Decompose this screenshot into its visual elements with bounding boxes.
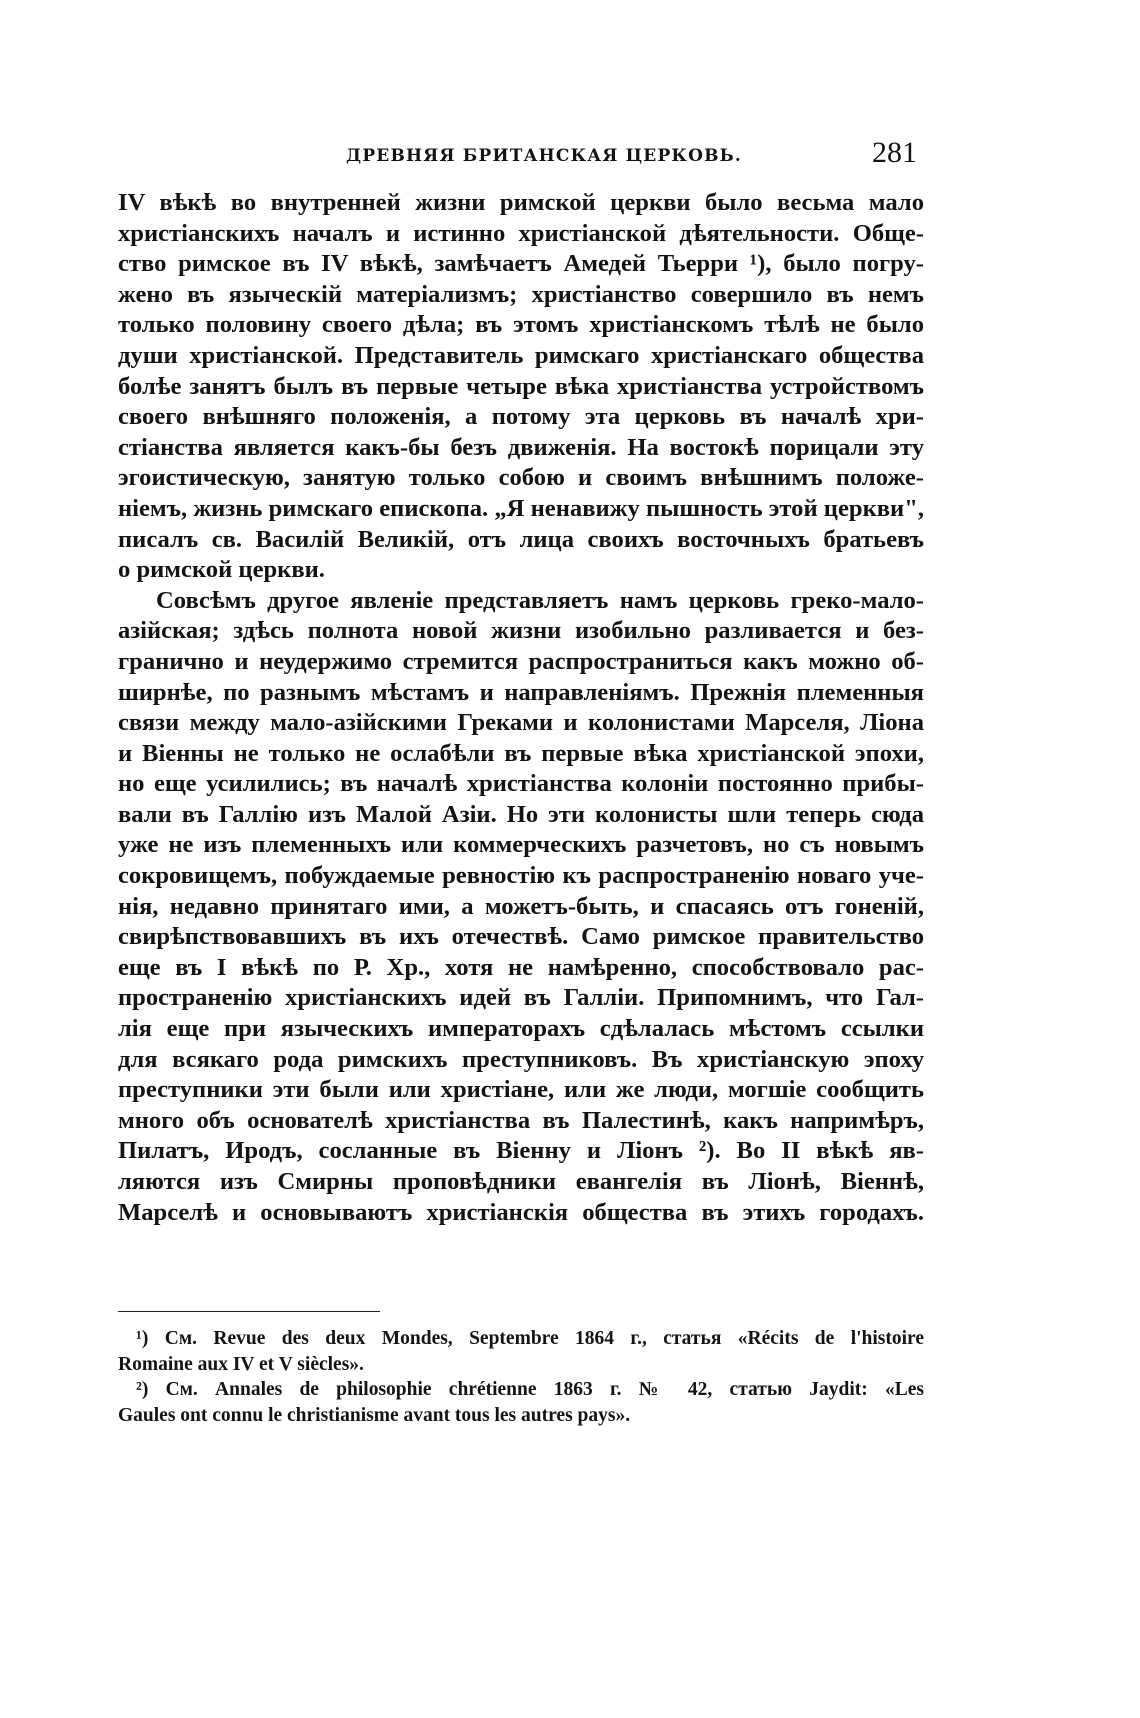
- page-number: 281: [872, 136, 917, 169]
- paragraph-start-line: Совсѣмъ другое явленіе представляетъ намъ церковь греко-мало-: [156, 586, 924, 614]
- text-line: лія еще при языческихъ императорахъ сдѣлалась мѣстомъ ссылки: [118, 1015, 924, 1043]
- running-head: ДРЕВНЯЯ БРИТАНСКАЯ ЦЕРКОВЬ.: [346, 146, 743, 166]
- text-line: ляются изъ Смирны проповѣдники евангелія въ Ліонѣ, Віеннѣ,: [118, 1168, 924, 1195]
- text-line: для всякаго рода римскихъ преступниковъ. Въ христіанскую эпоху: [118, 1045, 924, 1073]
- text-line: гранично и неудержимо стремится распространиться какъ можно об-: [118, 647, 924, 675]
- footnote-1-continuation: Romaine aux IV et V siècles».: [118, 1353, 364, 1375]
- footnote-1: ¹) См. Revue des deux Mondes, Septembre 1864 г., статья «Récits de l'histoire: [136, 1328, 924, 1349]
- text-line: еще въ I вѣкѣ по Р. Хр., хотя не намѣренно, способствовало рас-: [118, 953, 924, 981]
- paragraph-end-line: о римской церкви.: [118, 556, 325, 584]
- text-line: IV вѣкѣ во внутренней жизни римской церкви было весьма мало: [118, 189, 924, 216]
- text-line: своего внѣшняго положенія, а потому эта церковь въ началѣ хри-: [118, 403, 924, 431]
- text-line: болѣе занятъ былъ въ первые четыре вѣка христіанства устройствомъ: [118, 372, 924, 400]
- text-line: нія, недавно принятаго ими, а можетъ-быть, и спасаясь отъ гоненій,: [118, 892, 924, 920]
- text-line: преступники эти были или христіане, или же люди, могшіе сообщить: [118, 1076, 924, 1104]
- text-line: Пилатъ, Иродъ, сосланные въ Віенну и Ліонъ ²). Во II вѣкѣ яв-: [118, 1137, 924, 1165]
- page-header: [0, 136, 1140, 176]
- text-line: христіанскихъ началъ и истинно христіанской дѣятельности. Обще-: [118, 219, 924, 247]
- footnotes: [118, 1326, 924, 1428]
- footnote-2-continuation: Gaules ont connu le christianisme avant tous les autres pays».: [118, 1404, 631, 1426]
- text-line: ширнѣе, по разнымъ мѣстамъ и направленіямъ. Прежнія племенныя: [118, 678, 924, 706]
- text-line: азійская; здѣсь полнота новой жизни изобильно разливается и без-: [118, 617, 924, 645]
- text-line: души христіанской. Представитель римскаго христіанскаго общества: [118, 341, 924, 369]
- text-line: свирѣпствовавшихъ въ ихъ отечествѣ. Само римское правительство: [118, 923, 924, 951]
- text-line: вали въ Галлію изъ Малой Азіи. Но эти колонисты шли теперь сюда: [118, 800, 924, 828]
- text-line: сокровищемъ, побуждаемые ревностію къ распространенію новаго уче-: [118, 862, 924, 890]
- text-line: но еще усилились; въ началѣ христіанства колоніи постоянно прибы-: [118, 770, 924, 798]
- text-line: эгоистическую, занятую только собою и своимъ внѣшнимъ положе-: [118, 464, 924, 492]
- text-line: писалъ св. Василій Великій, отъ лица своихъ восточныхъ братьевъ: [118, 525, 924, 553]
- text-line: только половину своего дѣла; въ этомъ христіанскомъ тѣлѣ не было: [118, 311, 924, 339]
- text-line: связи между мало-азійскими Греками и колонистами Марселя, Ліона: [118, 709, 924, 737]
- text-line: уже не изъ племенныхъ или коммерческихъ разчетовъ, но съ новымъ: [118, 831, 924, 859]
- text-line: и Віенны не только не ослабѣли въ первые вѣка христіанской эпохи,: [118, 739, 924, 767]
- text-line: стіанства является какъ-бы безъ движенія. На востокѣ порицали эту: [118, 433, 924, 461]
- text-line: ніемъ, жизнь римскаго епископа. „Я ненавижу пышность этой церкви",: [118, 494, 924, 522]
- text-line: жено въ языческій матеріализмъ; христіанство совершило въ немъ: [118, 280, 924, 308]
- text-line: много объ основателѣ христіанства въ Палестинѣ, какъ напримѣръ,: [118, 1106, 924, 1134]
- body-text: [118, 188, 924, 1228]
- text-line: Марселѣ и основываютъ христіанскія общества въ этихъ городахъ.: [118, 1198, 924, 1226]
- text-line: пространенію христіанскихъ идей въ Галліи. Припомнимъ, что Гал-: [118, 984, 924, 1012]
- footnote-2: ²) См. Annales de philosophie chrétienne 1863 г. № 42, статью Jaydit: «Les: [136, 1379, 924, 1400]
- footnote-divider: [118, 1311, 380, 1312]
- text-line: ство римское въ IV вѣкѣ, замѣчаетъ Амедей Тьерри ¹), было погру-: [118, 250, 924, 278]
